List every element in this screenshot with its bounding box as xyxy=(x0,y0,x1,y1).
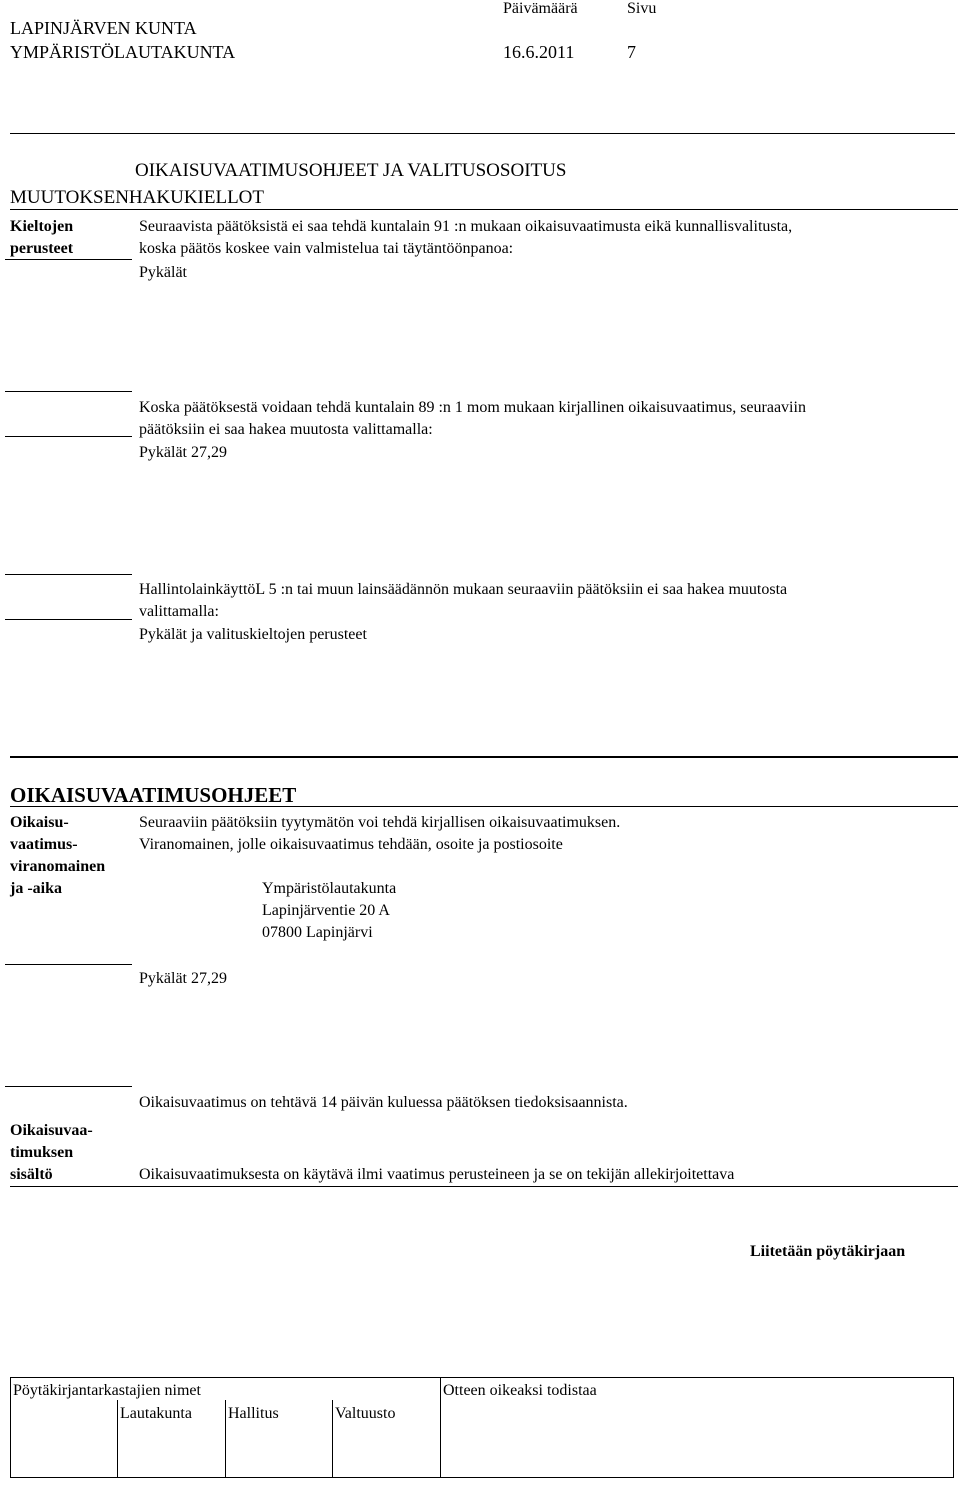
kieltojen-label-underline xyxy=(5,259,132,260)
committee-name: YMPÄRISTÖLAUTAKUNTA xyxy=(10,42,236,62)
kuntalaki-pykalat: Pykälät 27,29 xyxy=(139,444,227,461)
table-col-hallitus: Hallitus xyxy=(228,1405,279,1422)
kieltojen-pykalat: Pykälät xyxy=(139,264,187,281)
viranomainen-label-line2: vaatimus- xyxy=(10,836,78,853)
header-divider xyxy=(10,133,955,134)
deadline-text: Oikaisuvaatimus on tehtävä 14 päivän kuluessa päätöksen tiedoksisaannista. xyxy=(139,1094,628,1111)
ohjeet-text-line1: Seuraaviin päätöksiin tyytymätön voi tehdä kirjallisen oikaisuvaatimuksen. xyxy=(139,814,621,831)
section-title: MUUTOKSENHAKUKIELLOT xyxy=(10,187,265,208)
sisalto-rule-top xyxy=(5,1086,132,1087)
organization-name: LAPINJÄRVEN KUNTA xyxy=(10,18,197,38)
content-requirement-text: Oikaisuvaatimuksesta on käytävä ilmi vaatimus perusteineen ja se on tekijän allekirjoitettava xyxy=(139,1166,735,1183)
viranomainen-label-line4: ja -aika xyxy=(10,880,62,897)
kuntalaki-rule-bottom xyxy=(5,436,132,437)
page-label: Sivu xyxy=(627,0,657,17)
copy-certification-label: Otteen oikeaksi todistaa xyxy=(443,1382,597,1399)
ohjeet-pykalat: Pykälät 27,29 xyxy=(139,970,227,987)
table-divider-col2 xyxy=(225,1400,226,1477)
ohjeet-heading: OIKAISUVAATIMUSOHJEET xyxy=(10,783,297,807)
address-line1: Ympäristölautakunta xyxy=(262,880,397,897)
date-label: Päivämäärä xyxy=(503,0,578,17)
sisalto-label-line3: sisältö xyxy=(10,1166,53,1183)
signature-table xyxy=(10,1377,954,1478)
table-divider-col1 xyxy=(117,1400,118,1477)
table-divider-col3 xyxy=(332,1400,333,1477)
table-divider-main xyxy=(440,1378,441,1477)
date-value: 16.6.2011 xyxy=(503,42,575,62)
viranomainen-label-line1: Oikaisu- xyxy=(10,814,69,831)
kuntalaki-paragraph-line2: päätöksiin ei saa hakea muutosta valittamalla: xyxy=(139,421,433,438)
sisalto-label-line1: Oikaisuvaa- xyxy=(10,1122,93,1139)
attachment-note: Liitetään pöytäkirjaan xyxy=(750,1243,906,1260)
sisalto-label-line2: timuksen xyxy=(10,1144,74,1161)
address-line2: Lapinjärventie 20 A xyxy=(262,902,390,919)
kuntalaki-paragraph-line1: Koska päätöksestä voidaan tehdä kuntalain 89 :n 1 mom mukaan kirjallinen oikaisuvaatimus, seuraaviin xyxy=(139,399,806,416)
table-col-lautakunta: Lautakunta xyxy=(120,1405,192,1422)
hallintolaki-rule-top xyxy=(5,574,132,575)
kieltojen-paragraph-line1: Seuraavista päätöksistä ei saa tehdä kuntalain 91 :n mukaan oikaisuvaatimusta eikä kunnallisvalitusta, xyxy=(139,218,793,235)
section-title-underline xyxy=(10,209,958,210)
kieltojen-label-line2: perusteet xyxy=(10,240,74,257)
ohjeet-divider xyxy=(10,756,958,758)
hallintolaki-pykalat: Pykälät ja valituskieltojen perusteet xyxy=(139,626,367,643)
inspectors-label: Pöytäkirjantarkastajien nimet xyxy=(13,1382,201,1399)
address-line3: 07800 Lapinjärvi xyxy=(262,924,373,941)
hallintolaki-rule-bottom xyxy=(5,619,132,620)
ohjeet-text-line2: Viranomainen, jolle oikaisuvaatimus tehdään, osoite ja postiosoite xyxy=(139,836,563,853)
ohjeet-heading-underline xyxy=(10,806,958,807)
viranomainen-label-underline xyxy=(5,964,132,965)
kieltojen-paragraph-line2: koska päätös koskee vain valmistelua tai täytäntöönpanoa: xyxy=(139,240,514,257)
kieltojen-label-line1: Kieltojen xyxy=(10,218,74,235)
hallintolaki-paragraph-line2: valittamalla: xyxy=(139,603,219,620)
kuntalaki-rule-top xyxy=(5,391,132,392)
hallintolaki-paragraph-line1: HallintolainkäyttöL 5 :n tai muun lainsäädännön mukaan seuraaviin päätöksiin ei saa hakea muutosta xyxy=(139,581,788,598)
viranomainen-label-line3: viranomainen xyxy=(10,858,106,875)
table-col-valtuusto: Valtuusto xyxy=(335,1405,396,1422)
sisalto-divider xyxy=(10,1186,958,1187)
page-number: 7 xyxy=(627,42,636,62)
main-title: OIKAISUVAATIMUSOHJEET JA VALITUSOSOITUS xyxy=(135,160,567,181)
